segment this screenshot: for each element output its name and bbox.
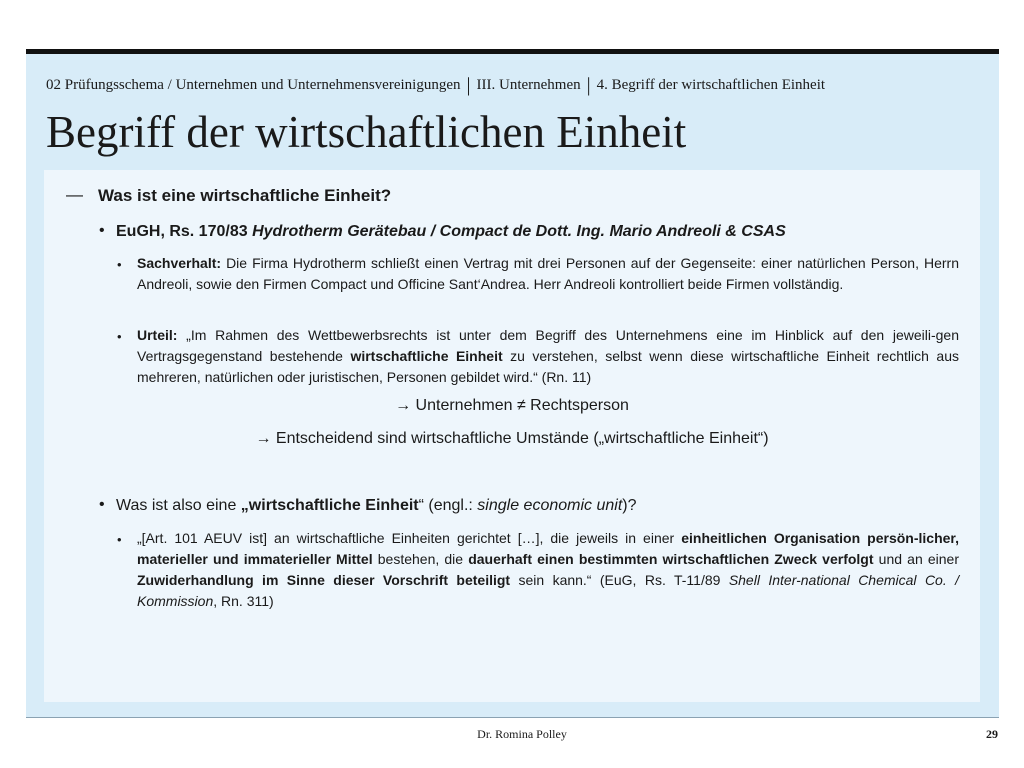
sub-bullet-icon: •: [117, 329, 122, 344]
main-question: Was ist eine wirtschaftliche Einheit?: [98, 186, 392, 205]
quote-highlight: Zuwiderhandlung im Sinne dieser Vorschrift beteiligt: [137, 572, 511, 588]
urteil-highlight: wirtschaftliche Einheit: [350, 348, 503, 364]
breadcrumb-separator: |: [466, 74, 471, 96]
urteil-label: Urteil:: [137, 327, 178, 343]
conclusion-line: → Unternehmen ≠ Rechtsperson: [395, 397, 629, 414]
sachverhalt-paragraph: [137, 253, 959, 295]
question-text: “ (engl.:: [418, 497, 478, 514]
quote-highlight: einheitlichen Organisation persön-licher, materieller und immaterieller Mittel: [137, 530, 959, 567]
sub-bullet-icon: •: [117, 532, 122, 547]
footer-author: Dr. Romina Polley: [477, 727, 567, 741]
question-term: single economic unit: [477, 497, 623, 514]
dash-bullet-icon: —: [66, 185, 83, 204]
second-question: [116, 497, 637, 515]
question-text: )?: [622, 497, 637, 514]
breadcrumb-separator: |: [586, 74, 591, 96]
breadcrumb: [46, 74, 825, 97]
sachverhalt-text: Die Firma Hydrotherm schließt einen Vertrag mit drei Personen auf der Gegenseite: einer natürlichen Person, Herrn Andreoli, sowie den Firmen Compact und Officine Sant‘Andrea. Herr Andreoli kontrolliert beide Firmen vollständig.: [137, 255, 959, 292]
sub-bullet-icon: •: [117, 257, 122, 272]
quote-text: „[Art. 101 AEUV ist] an wirtschaftliche Einheiten gerichtet […], die jeweils in einer: [137, 530, 682, 546]
case-parties: Hydrotherm Gerätebau / Compact de Dott. Ing. Mario Andreoli & CSAS: [252, 223, 786, 240]
sachverhalt-label: Sachverhalt:: [137, 255, 222, 271]
slide-frame: [26, 49, 999, 717]
conclusion-line: → Entscheidend sind wirtschaftliche Umstände („wirtschaftliche Einheit“): [255, 430, 769, 447]
breadcrumb-item-section: 02 Prüfungsschema / Unternehmen und Unternehmensvereinigungen: [46, 77, 461, 93]
quote-text: bestehen, die: [372, 551, 469, 567]
breadcrumb-item-chapter: III. Unternehmen: [476, 77, 581, 93]
quote-text: , Rn. 311): [213, 593, 274, 609]
question-highlight: „wirtschaftliche Einheit: [240, 497, 419, 514]
footer-divider: [26, 717, 999, 718]
quote-case-name: Shell Inter-national Chemical Co. / Kommission: [137, 572, 960, 609]
case-citation: [116, 223, 786, 241]
urteil-text: „Im Rahmen des Wettbewerbsrechts ist unter dem Begriff des Unternehmens eine im Hinblick auf den jeweili-gen Vertragsgegenstand bestehende: [137, 327, 959, 364]
quote-paragraph: [137, 528, 959, 612]
urteil-paragraph: [137, 325, 959, 388]
urteil-text: zu verstehen, selbst wenn diese wirtschaftliche Einheit rechtlich aus mehreren, natürlichen oder juristischen, Personen gebildet wird.“ (Rn. 11): [137, 348, 959, 385]
quote-text: sein kann.“ (EuG, Rs. T-11/89: [510, 572, 729, 588]
page-title: Begriff der wirtschaftlichen Einheit: [46, 107, 687, 157]
bullet-icon: •: [99, 222, 105, 239]
question-text: Was ist also eine: [116, 497, 241, 514]
content-panel: [44, 170, 980, 702]
quote-text: und an einer: [873, 551, 960, 567]
breadcrumb-item-topic: 4. Begriff der wirtschaftlichen Einheit: [596, 77, 826, 93]
quote-highlight: dauerhaft einen bestimmten wirtschaftlichen Zweck verfolgt: [468, 551, 874, 567]
case-court: EuGH, Rs. 170/83: [116, 223, 253, 240]
bullet-icon: •: [99, 496, 105, 513]
page-number: 29: [986, 727, 998, 741]
